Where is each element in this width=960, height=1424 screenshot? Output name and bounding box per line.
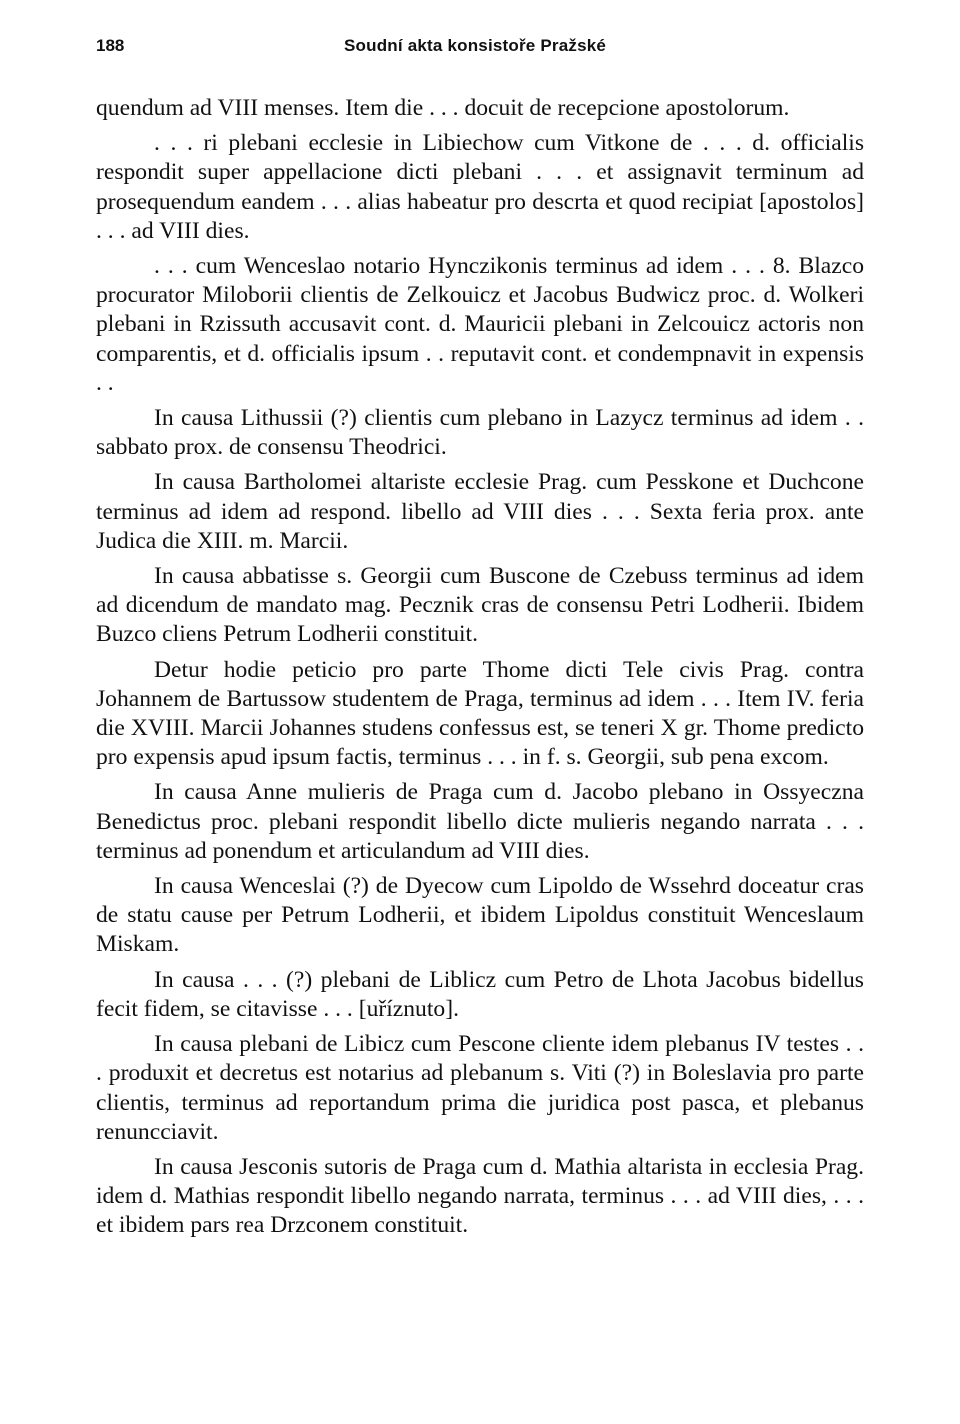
paragraph: In causa Wenceslai (?) de Dyecow cum Lipoldo de Wssehrd doceatur cras de statu cause per Petrum Lodherii, et ibidem Lipoldus constituit Wenceslaum Miskam. [96,873,864,958]
body-text [96,94,864,1241]
paragraph: In causa Jesconis sutoris de Praga cum d. Mathia altarista in ecclesia Prag. idem d. Mathias respondit libello negando narrata, terminus . . . ad VIII dies, . . . et ibidem pars rea Drzconem constituit. [96,1153,864,1239]
paragraph: . . . ri plebani ecclesie in Libiechow cum Vitkone de . . . d. officialis respondit super appellacione dicti plebani . . . et assignavit terminum ad prosequendum eandem . . . alias habeatur pro descrta et quod recipiat [apostolos] . . . ad VIII dies. [96,130,864,244]
document-page [96,36,864,1247]
paragraph: . . . cum Wenceslao notario Hynczikonis terminus ad idem . . . 8. Blazco procurator Miloborii clientis de Zelkouicz et Jacobus Budwicz proc. d. Wolkeri plebani in Rzissuth accusavit cont. d. Mauricii plebani in Zelcouicz actoris non comparentis, et d. officialis ipsum . . reputavit cont. et condempnavit in expensis . . [96,253,864,396]
paragraph: In causa Anne mulieris de Praga cum d. Jacobo plebano in Ossyeczna Benedictus proc. plebani respondit libello dicte mulieris negando narrata . . . terminus ad ponendum et articulandum ad VIII dies. [96,779,864,864]
paragraph: In causa Lithussii (?) clientis cum plebano in Lazycz terminus ad idem . . sabbato prox. de consensu Theodrici. [96,405,864,461]
paragraph: In causa . . . (?) plebani de Liblicz cum Petro de Lhota Jacobus bidellus fecit fidem, se citavisse . . . [uříznuto]. [96,966,864,1022]
paragraph: In causa plebani de Libicz cum Pescone cliente idem plebanus IV testes . . . produxit et decretus est notarius ad plebanum s. Viti (?) in Boleslavia pro parte clientis, terminus ad reportandum prima die juridica post pasca, et plebanus renuncciavit. [96,1031,864,1145]
running-head: Soudní akta konsistoře Pražské [344,36,607,55]
page-header [96,36,864,66]
paragraph: In causa Bartholomei altariste ecclesie Prag. cum Pesskone et Duchcone terminus ad idem ad respond. libello ad VIII dies . . . Sexta feria prox. ante Judica die XIII. m. Marcii. [96,469,864,554]
paragraph: In causa abbatisse s. Georgii cum Buscone de Czebuss terminus ad idem ad dicendum de mandato mag. Pecznik cras de consensu Petri Lodherii. Ibidem Buzco cliens Petrum Lodherii constituit. [96,563,864,648]
paragraph: Detur hodie peticio pro parte Thome dicti Tele civis Prag. contra Johannem de Bartussow studentem de Praga, terminus ad idem . . . Item IV. feria die XVIII. Marcii Johannes studens confessus est, se teneri X gr. Thome predicto pro expensis apud ipsum factis, terminus . . . in f. s. Georgii, sub pena excom. [96,656,864,771]
page-number: 188 [96,36,125,55]
paragraph: quendum ad VIII menses. Item die . . . docuit de recepcione apostolorum. [96,95,790,121]
